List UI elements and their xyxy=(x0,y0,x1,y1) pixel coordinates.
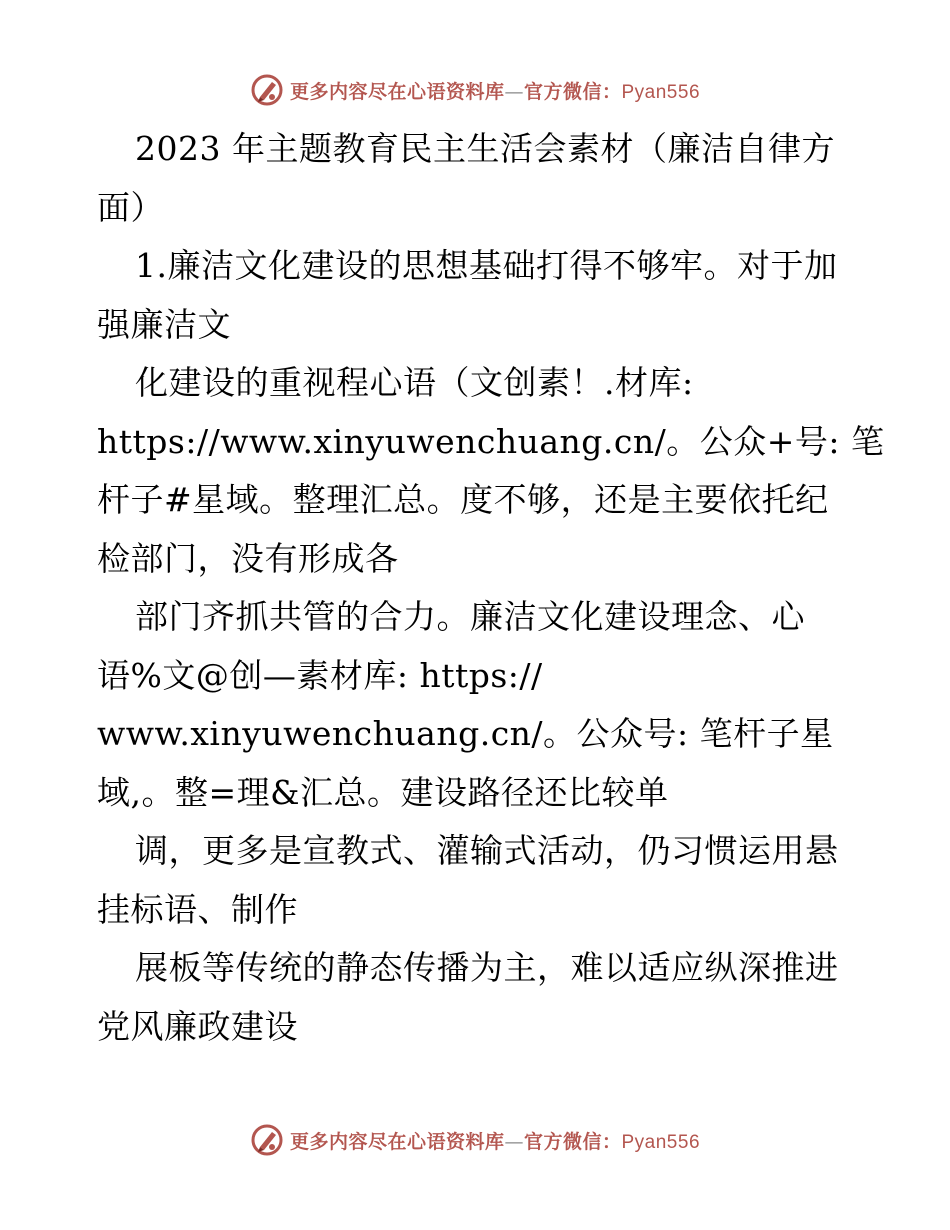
body-line: 域,。整=理&汇总。建设路径还比较单 xyxy=(97,772,669,812)
body-line: 语%文@创—素材库: https:// xyxy=(97,655,543,695)
body-line: 挂标语、制作 xyxy=(97,889,298,929)
body-line: 1.廉洁文化建设的思想基础打得不够牢。对于加 xyxy=(135,246,838,285)
body-line: www.xinyuwenchuang.cn/。公众号: 笔杆子星 xyxy=(97,714,834,753)
body-line: 调，更多是宣教式、灌输式活动，仍习惯运用悬 xyxy=(135,831,839,870)
red-pen-logo-icon xyxy=(250,1123,284,1157)
body-line: 部门齐抓共管的合力。廉洁文化建设理念、心 xyxy=(135,597,805,636)
watermark-account: Pyan556 xyxy=(621,1131,701,1153)
document-body xyxy=(97,120,885,1056)
watermark-prefix: 更多内容尽在心语资料库 xyxy=(289,80,505,103)
watermark-suffix: 官方微信： xyxy=(523,80,622,103)
body-line: https://www.xinyuwenchuang.cn/。公众+号: 笔 xyxy=(97,421,885,461)
header-watermark xyxy=(0,70,950,110)
watermark-suffix: 官方微信： xyxy=(523,1130,622,1153)
watermark-account: Pyan556 xyxy=(621,81,701,103)
watermark-prefix: 更多内容尽在心语资料库 xyxy=(289,1130,505,1153)
body-line: 检部门，没有形成各 xyxy=(97,538,399,578)
footer-watermark xyxy=(0,1120,950,1160)
watermark-separator: — xyxy=(504,80,524,103)
watermark-separator: — xyxy=(504,1130,524,1153)
body-line: 2023 年主题教育民主生活会素材（廉洁自律方 xyxy=(135,129,835,168)
body-line: 化建设的重视程心语（文创素！.材库: xyxy=(135,363,694,402)
red-pen-logo-icon xyxy=(250,73,284,107)
body-line: 党风廉政建设 xyxy=(97,1006,298,1046)
body-line: 展板等传统的静态传播为主，难以适应纵深推进 xyxy=(135,948,839,987)
body-line: 面） xyxy=(97,187,164,227)
watermark-text xyxy=(290,1127,700,1154)
body-line: 强廉洁文 xyxy=(97,304,231,344)
body-line: 杆子#星域。整理汇总。度不够，还是主要依托纪 xyxy=(97,480,829,519)
watermark-text xyxy=(290,77,700,104)
